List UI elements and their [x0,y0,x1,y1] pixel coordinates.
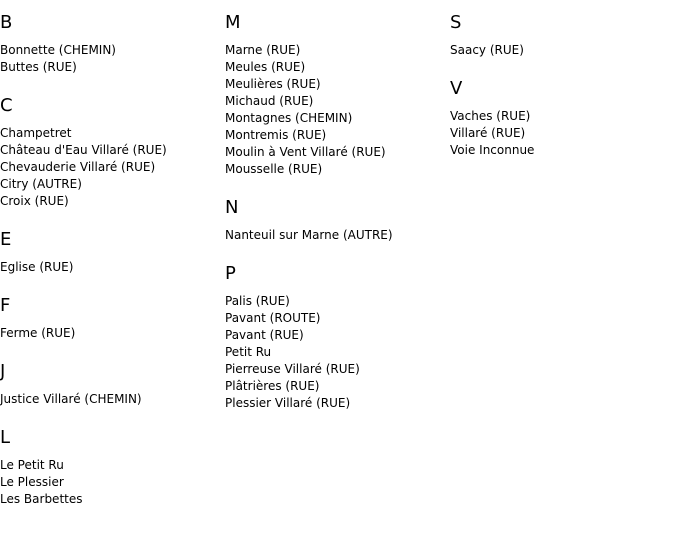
letter-group [450,12,675,59]
street-link[interactable]: Pavant (ROUTE) [225,311,321,325]
letter-group [0,95,225,210]
street-link[interactable]: Croix (RUE) [0,194,69,208]
letter-group [0,295,225,342]
street-link[interactable]: Le Petit Ru [0,458,64,472]
letter-heading: F [0,295,11,316]
street-link[interactable]: Palis (RUE) [225,294,290,308]
street-link[interactable]: Pierreuse Villaré (RUE) [225,362,360,376]
street-list [450,108,675,159]
street-link[interactable]: Champetret [0,126,72,140]
letter-heading: P [225,263,236,284]
letter-group [0,427,225,508]
street-list [0,457,225,508]
street-link[interactable]: Marne (RUE) [225,43,301,57]
letter-heading: N [225,197,239,218]
street-link[interactable]: Ferme (RUE) [0,326,76,340]
letter-heading: V [450,78,463,99]
letter-group [225,12,450,178]
street-list [0,125,225,210]
street-link[interactable]: Plessier Villaré (RUE) [225,396,351,410]
street-link[interactable]: Citry (AUTRE) [0,177,82,191]
street-link[interactable]: Eglise (RUE) [0,260,74,274]
index-column [450,0,675,178]
street-link[interactable]: Château d'Eau Villaré (RUE) [0,143,167,157]
street-link[interactable]: Meulières (RUE) [225,77,321,91]
letter-heading: M [225,12,241,33]
street-link[interactable]: Buttes (RUE) [0,60,77,74]
street-link[interactable]: Voie Inconnue [450,143,535,157]
letter-group [225,263,450,412]
street-link[interactable]: Petit Ru [225,345,272,359]
letter-heading: B [0,12,13,33]
street-link[interactable]: Le Plessier [0,475,64,489]
letter-group [0,12,225,76]
letter-group [225,197,450,244]
street-link[interactable]: Les Barbettes [0,492,83,506]
street-link[interactable]: Justice Villaré (CHEMIN) [0,392,142,406]
index-column [225,0,450,431]
street-list [0,391,225,408]
letter-heading: J [0,361,6,382]
letter-heading: E [0,229,12,250]
street-list [0,42,225,76]
street-list [0,259,225,276]
street-link[interactable]: Moulin à Vent Villaré (RUE) [225,145,386,159]
street-list [225,42,450,178]
street-link[interactable]: Montremis (RUE) [225,128,327,142]
street-list [0,325,225,342]
street-link[interactable]: Bonnette (CHEMIN) [0,43,116,57]
street-link[interactable]: Montagnes (CHEMIN) [225,111,353,125]
street-list [225,227,450,244]
index-column [0,0,225,527]
street-list [450,42,675,59]
street-link[interactable]: Plâtrières (RUE) [225,379,320,393]
street-link[interactable]: Villaré (RUE) [450,126,526,140]
street-link[interactable]: Michaud (RUE) [225,94,314,108]
street-link[interactable]: Nanteuil sur Marne (AUTRE) [225,228,393,242]
letter-group [450,78,675,159]
letter-group [0,229,225,276]
street-list [225,293,450,412]
letter-group [0,361,225,408]
street-link[interactable]: Meules (RUE) [225,60,306,74]
letter-heading: S [450,12,462,33]
letter-heading: C [0,95,13,116]
street-link[interactable]: Chevauderie Villaré (RUE) [0,160,156,174]
street-link[interactable]: Saacy (RUE) [450,43,524,57]
street-link[interactable]: Mousselle (RUE) [225,162,323,176]
letter-heading: L [0,427,11,448]
street-link[interactable]: Vaches (RUE) [450,109,531,123]
street-link[interactable]: Pavant (RUE) [225,328,304,342]
